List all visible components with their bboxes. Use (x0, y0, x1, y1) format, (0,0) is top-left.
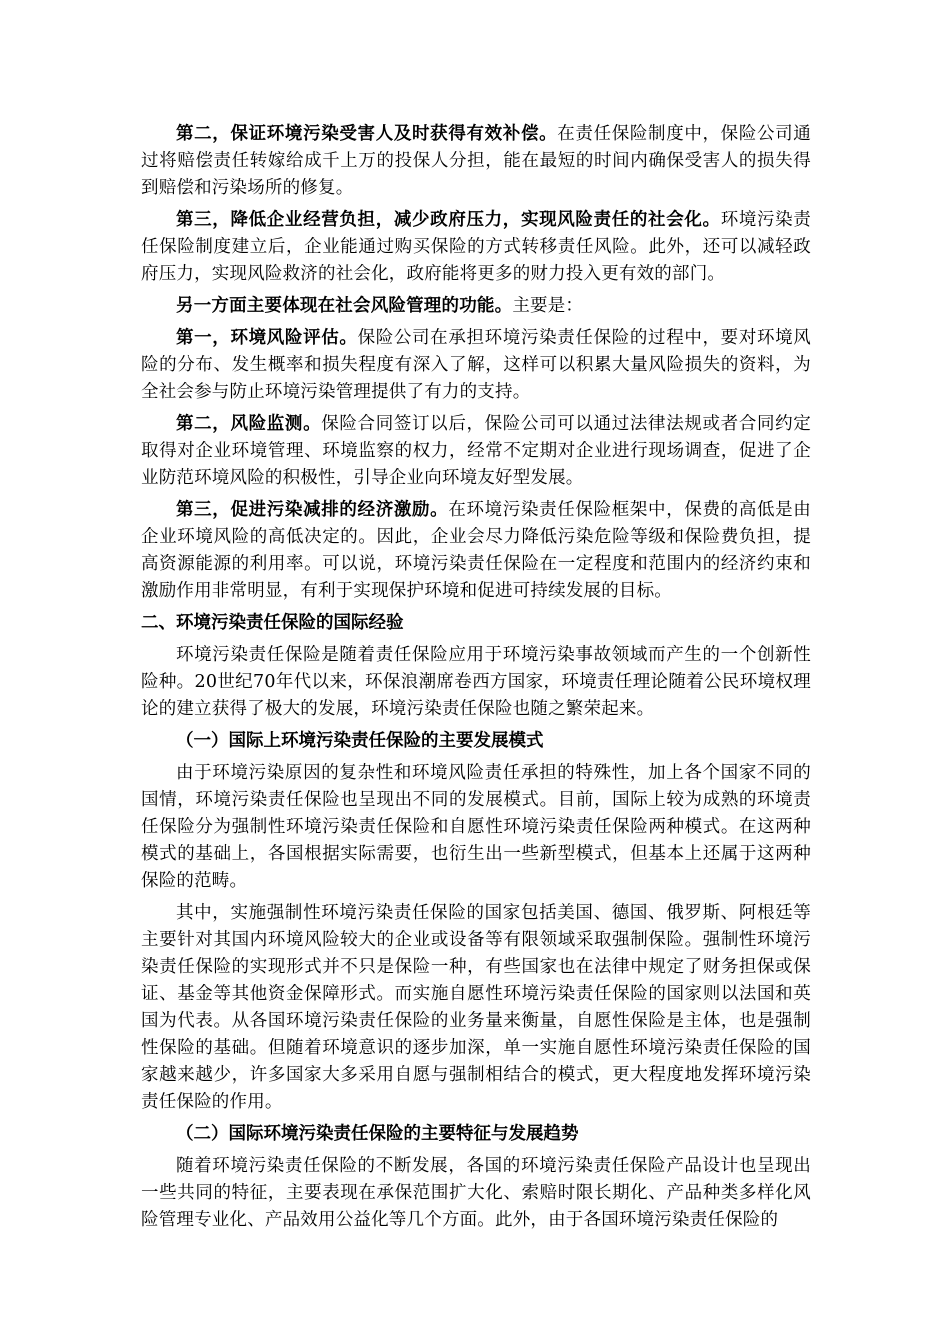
paragraph-risk-monitoring (141, 411, 811, 492)
paragraph-lead: 另一方面主要体现在社会风险管理的功能。 (176, 296, 513, 316)
section-intro-paragraph: 环境污染责任保险是随着责任保险应用于环境污染事故领域而产生的一个创新性险种。20世纪70年代以来，环保浪潮席卷西方国家，环境责任理论随着公民环境权理论的建立获得了极大的发展，环境污染责任保险也随之繁荣起来。 (141, 645, 811, 719)
subsection-heading: （一）国际上环境污染责任保险的主要发展模式 (176, 731, 544, 751)
paragraph-lead: 第三，降低企业经营负担，减少政府压力，实现风险责任的社会化。 (176, 210, 721, 230)
paragraph-text: 环境污染责任保险制度建立后，企业能通过购买保险的方式转移责任风险。此外，还可以减轻政府压力，实现风险救济的社会化，政府能将更多的财力投入更有效的部门。 (141, 210, 812, 284)
paragraph-risk-management (141, 293, 811, 320)
paragraph-text: 在责任保险制度中，保险公司通过将赔偿责任转嫁给成千上万的投保人分担，能在最短的时间内确保受害人的损失得到赔偿和污染场所的修复。 (141, 124, 811, 198)
paragraph-text: 在环境污染责任保险框架中，保费的高低是由企业环境风险的高低决定的。因此，企业会尽力降低污染危险等级和保险费负担，提高资源能源的利用率。可以说，环境污染责任保险在一定程度和范围内的经济约束和激励作用非常明显，有利于实现保护环境和促进可持续发展的目标。 (141, 500, 812, 601)
paragraph-lead: 第一，环境风险评估。 (176, 328, 358, 348)
paragraph-text: 保险公司在承担环境污染责任保险的过程中，要对环境风险的分布、发生概率和损失程度有深入了解，这样可以积累大量风险损失的资料，为全社会参与防止环境污染管理提供了有力的支持。 (141, 328, 812, 402)
subsection-heading: （二）国际环境污染责任保险的主要特征与发展趋势 (176, 1124, 579, 1144)
subsection-paragraph: 由于环境污染原因的复杂性和环境风险责任承担的特殊性，加上各个国家不同的国情，环境污染责任保险也呈现出不同的发展模式。目前，国际上较为成熟的环境责任保险分为强制性环境污染责任保险和自愿性环境污染责任保险两种模式。在这两种模式的基础上，各国根据实际需要，也衍生出一些新型模式，但基本上还属于这两种保险的范畴。 (141, 763, 811, 891)
paragraph-text: 保险合同签订以后，保险公司可以通过法律法规或者合同约定取得对企业环境管理、环境监察的权力，经常不定期对企业进行现场调查，促进了企业防范环境风险的积极性，引导企业向环境友好型发展。 (141, 414, 811, 488)
paragraph-socialization (141, 207, 811, 288)
section-heading: 二、环境污染责任保险的国际经验 (141, 613, 404, 633)
paragraph-lead: 第三，促进污染减排的经济激励。 (176, 500, 449, 520)
document-page (141, 121, 811, 1239)
subsection-paragraph: 其中，实施强制性环境污染责任保险的国家包括美国、德国、俄罗斯、阿根廷等主要针对其国内环境风险较大的企业或设备等有限领域采取强制保险。强制性环境污染责任保险的实现形式并不只是保险一种，有些国家也在法律中规定了财务担保或保证、基金等其他资金保障形式。而实施自愿性环境污染责任保险的国家则以法国和英国为代表。从各国环境污染责任保险的业务量来衡量，自愿性保险是主体，也是强制性保险的基础。但随着环境意识的逐步加深，单一实施自愿性环境污染责任保险的国家越来越少，许多国家大多采用自愿与强制相结合的模式，更大程度地发挥环境污染责任保险的作用。 (141, 903, 811, 1112)
subsection-paragraph: 随着环境污染责任保险的不断发展，各国的环境污染责任保险产品设计也呈现出一些共同的特征，主要表现在承保范围扩大化、索赔时限长期化、产品种类多样化风险管理专业化、产品效用公益化等几个方面。此外，由于各国环境污染责任保险的 (141, 1156, 811, 1230)
paragraph-economic-incentive (141, 497, 811, 605)
paragraph-risk-assessment (141, 325, 811, 406)
paragraph-lead: 第二，保证环境污染受害人及时获得有效补偿。 (176, 124, 558, 144)
paragraph-lead: 第二，风险监测。 (176, 414, 322, 434)
paragraph-text: 主要是： (512, 296, 584, 316)
paragraph-compensation (141, 121, 811, 202)
